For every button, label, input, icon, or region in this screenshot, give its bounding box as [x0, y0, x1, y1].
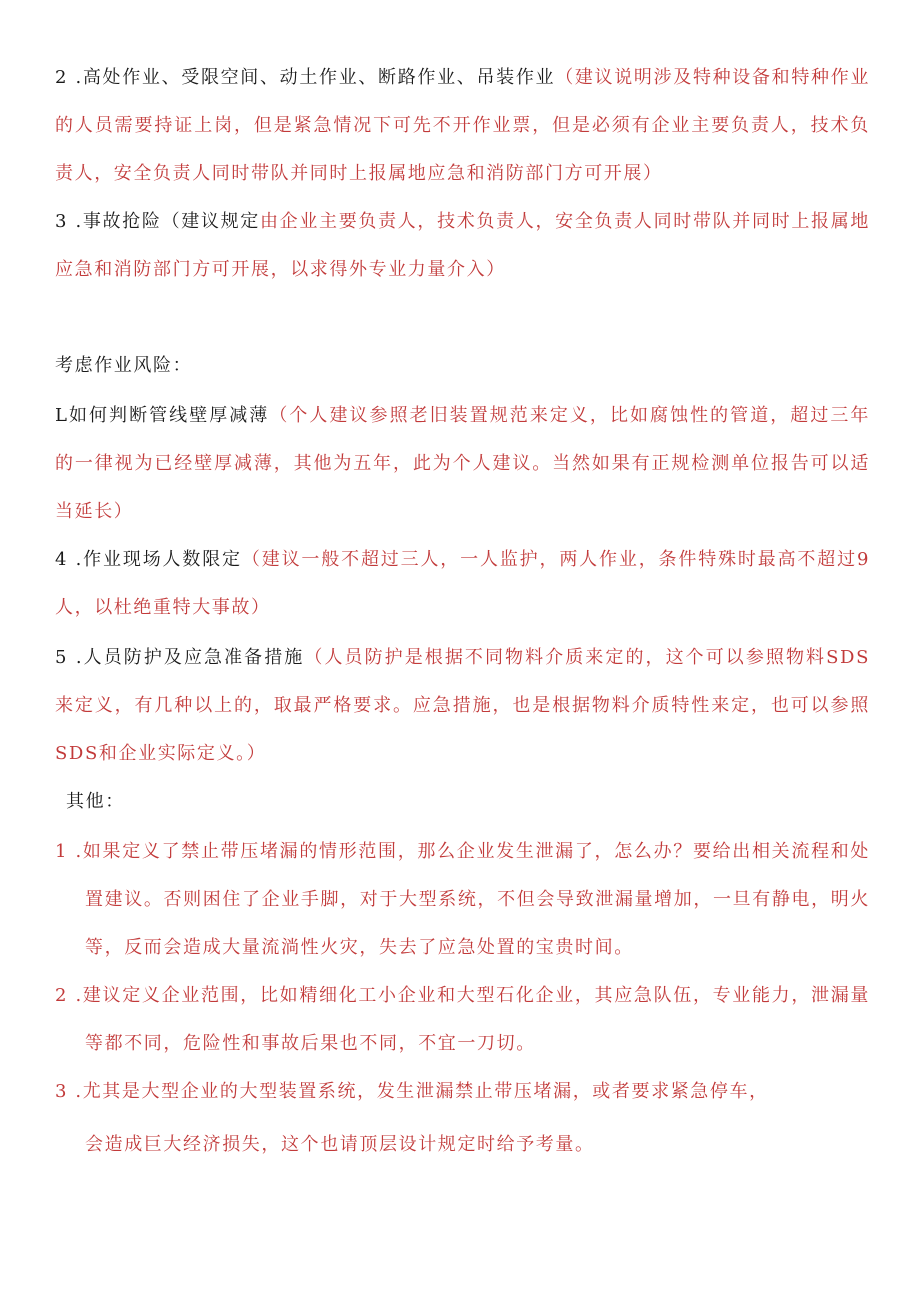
item-5-label: 5 .人员防护及应急准备措施	[55, 647, 305, 668]
item-3-label: 3 .事故抢险（建议规定	[55, 211, 260, 232]
other-item-3: 3 .尤其是大型企业的大型装置系统，发生泄漏禁止带压堵漏，或者要求紧急停车，	[55, 1081, 769, 1102]
item-3-note: 由企业主要负责人，技术负责人，安全负责人同时带队并同时上报属地应急和消防部门方可开展，以求得外专业力量介入）	[55, 211, 870, 280]
item-4-note: （建议一般不超过三人，一人监护，两人作业，条件特殊时最高不超过9人，以杜绝重特大事故）	[55, 549, 870, 618]
item-4-label: 4 .作业现场人数限定	[55, 549, 242, 570]
paragraph-item-1-pipe-thinning	[55, 392, 870, 536]
paragraph-item-2-special-work	[55, 54, 870, 198]
other-item-1: 1 .如果定义了禁止带压堵漏的情形范围，那么企业发生泄漏了，怎么办？要给出相关流程和处置建议。否则困住了企业手脚，对于大型系统，不但会导致泄漏量增加，一旦有静电，明火等，反而会造成大量流淌性火灾，失去了应急处置的宝贵时间。	[55, 841, 870, 958]
paragraph-item-5-protection	[55, 634, 870, 778]
other-heading: 其他：	[66, 791, 125, 812]
other-item-2: 2 .建议定义企业范围，比如精细化工小企业和大型石化企业，其应急队伍，专业能力，泄漏量等都不同，危险性和事故后果也不同，不宜一刀切。	[55, 985, 870, 1054]
item-2-label: 2 .高处作业、受限空间、动土作业、断路作业、吊装作业	[55, 67, 556, 88]
paragraph-item-4-headcount	[55, 536, 870, 632]
item-5-note: （人员防护是根据不同物料介质来定的，这个可以参照物料SDS来定义，有几种以上的，取最严格要求。应急措施，也是根据物料介质特性来定，也可以参照SDS和企业实际定义。）	[55, 647, 871, 764]
risk-heading: 考虑作业风险：	[55, 355, 193, 376]
item-2-note: （建议说明涉及特种设备和特种作业的人员需要持证上岗，但是紧急情况下可先不开作业票，但是必须有企业主要负责人，技术负责人，安全负责人同时带队并同时上报属地应急和消防部门方可开展）	[55, 67, 870, 184]
paragraph-item-3-rescue	[55, 198, 870, 294]
item-1-label: L如何判断管线壁厚减薄	[55, 405, 270, 426]
item-1-note: （个人建议参照老旧装置规范来定义，比如腐蚀性的管道，超过三年的一律视为已经壁厚减薄，其他为五年，此为个人建议。当然如果有正规检测单位报告可以适当延长）	[55, 405, 870, 522]
other-item-3-continuation: 会造成巨大经济损失，这个也请顶层设计规定时给予考量。	[85, 1134, 595, 1155]
